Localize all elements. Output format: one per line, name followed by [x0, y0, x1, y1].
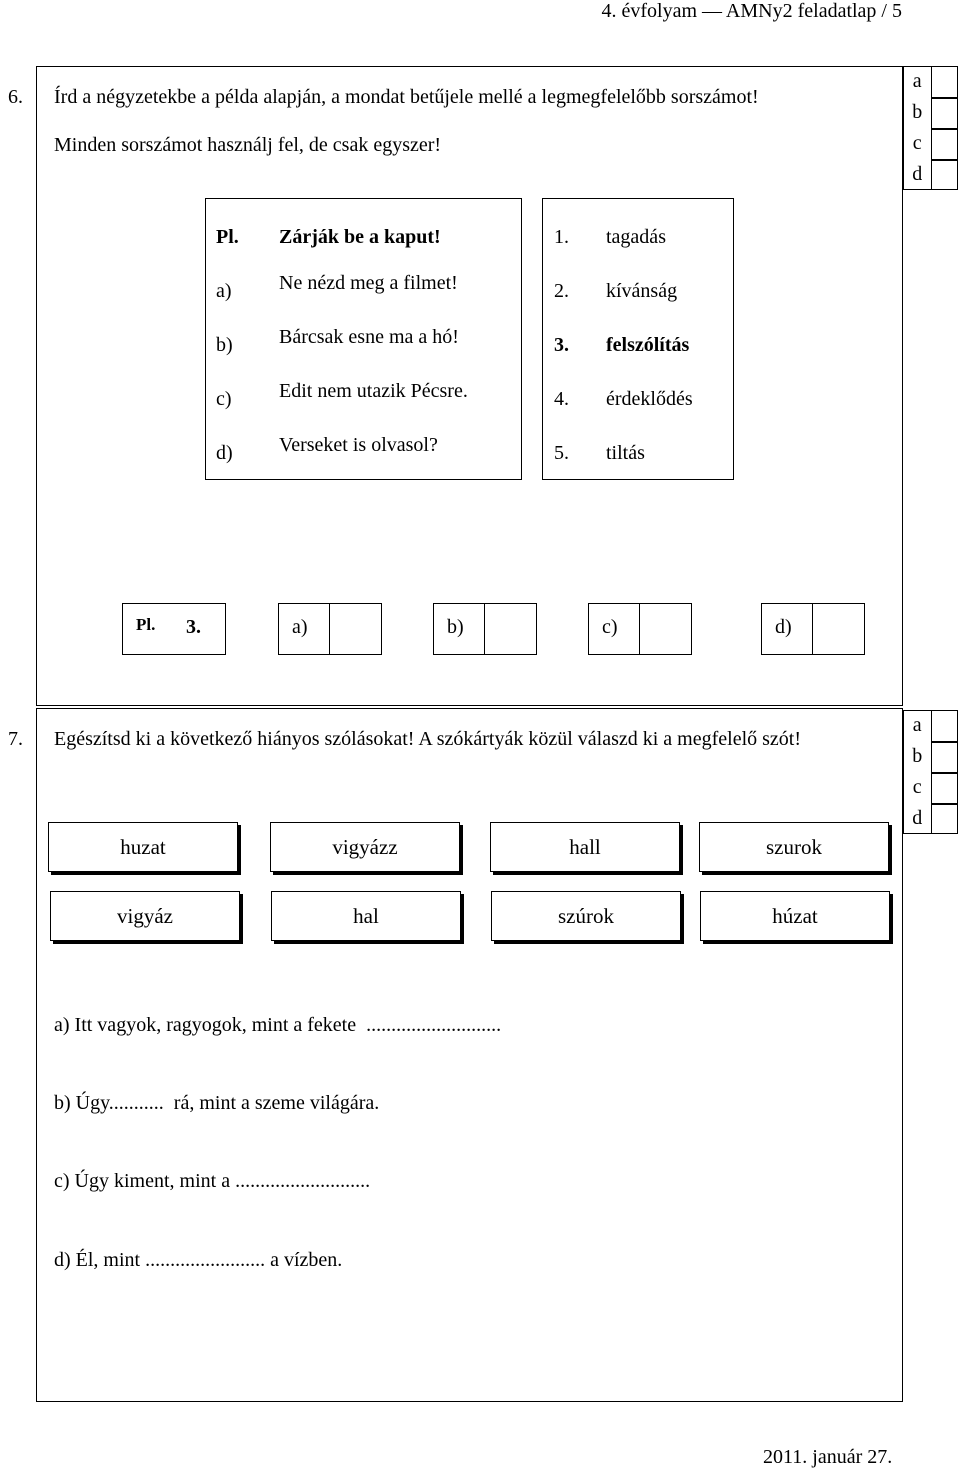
option-text-4: érdeklődés: [606, 388, 693, 410]
option-num-3: 3.: [554, 334, 569, 356]
answer-label-b: b): [447, 616, 464, 638]
proverb-c: c) Úgy kiment, mint a ...........................: [54, 1170, 371, 1192]
sentence-label-d: d): [216, 442, 233, 464]
answer-cell-c[interactable]: [639, 603, 692, 655]
sentence-text-example: Zárják be a kaput!: [279, 226, 441, 248]
sentence-text-b: Bárcsak esne ma a hó!: [279, 326, 459, 348]
sentence-label-c: c): [216, 388, 232, 410]
task7-frame: [36, 708, 903, 1402]
sentence-text-d: Verseket is olvasol?: [279, 434, 438, 456]
score-label-d: d: [912, 163, 923, 185]
score-label-a: a: [912, 70, 922, 92]
task7-score-box: [903, 710, 958, 834]
task7-score-label-c: c: [912, 776, 922, 798]
word-card[interactable]: szúrok: [491, 891, 681, 941]
answer-cell-b[interactable]: [484, 603, 537, 655]
sentence-label-example: Pl.: [216, 226, 239, 248]
word-card[interactable]: vigyáz: [50, 891, 240, 941]
task7-score-label-d: d: [912, 807, 923, 829]
task7-score-label-b: b: [912, 745, 923, 767]
task7-number: 7.: [8, 728, 23, 750]
page-header: 4. évfolyam — AMNy2 feladatlap / 5: [601, 0, 902, 22]
sentence-text-a: Ne nézd meg a filmet!: [279, 272, 458, 294]
answer-label-c: c): [602, 616, 618, 638]
proverb-d: d) Él, mint ........................ a vízben.: [54, 1249, 343, 1271]
task6-instruction-2: Minden sorszámot használj fel, de csak egyszer!: [54, 134, 442, 156]
answer-cell-d[interactable]: [812, 603, 865, 655]
proverb-a: a) Itt vagyok, ragyogok, mint a fekete ...........................: [54, 1014, 502, 1036]
task7-instruction: Egészítsd ki a következő hiányos szólásokat! A szókártyák közül válaszd ki a megfelelő szót!: [54, 728, 802, 750]
option-num-5: 5.: [554, 442, 569, 464]
option-text-1: tagadás: [606, 226, 666, 248]
task6-score-box: [903, 66, 958, 190]
word-card[interactable]: huzat: [48, 822, 238, 872]
option-num-1: 1.: [554, 226, 569, 248]
proverb-b: b) Úgy........... rá, mint a szeme világára.: [54, 1092, 380, 1114]
task7-score-label-a: a: [912, 714, 922, 736]
word-card[interactable]: szurok: [699, 822, 889, 872]
word-card[interactable]: hal: [271, 891, 461, 941]
task6-instruction-1: Írd a négyzetekbe a példa alapján, a mondat betűjele mellé a legmegfelelőbb sorszámot!: [54, 86, 759, 108]
task6-number: 6.: [8, 86, 23, 108]
word-card[interactable]: húzat: [700, 891, 890, 941]
answer-cell-a[interactable]: [329, 603, 382, 655]
example-answer-label: Pl.: [136, 615, 156, 634]
option-text-3: felszólítás: [606, 334, 690, 356]
sentence-text-c: Edit nem utazik Pécsre.: [279, 380, 468, 402]
score-label-b: b: [912, 101, 923, 123]
sentence-label-b: b): [216, 334, 233, 356]
option-num-2: 2.: [554, 280, 569, 302]
option-text-5: tiltás: [606, 442, 645, 464]
option-num-4: 4.: [554, 388, 569, 410]
example-answer-value: 3.: [186, 616, 201, 638]
footer-date: 2011. január 27.: [763, 1446, 893, 1468]
score-label-c: c: [912, 132, 922, 154]
word-card[interactable]: vigyázz: [270, 822, 460, 872]
word-card[interactable]: hall: [490, 822, 680, 872]
sentence-label-a: a): [216, 280, 232, 302]
answer-label-d: d): [775, 616, 792, 638]
answer-label-a: a): [292, 616, 308, 638]
option-text-2: kívánság: [606, 280, 678, 302]
